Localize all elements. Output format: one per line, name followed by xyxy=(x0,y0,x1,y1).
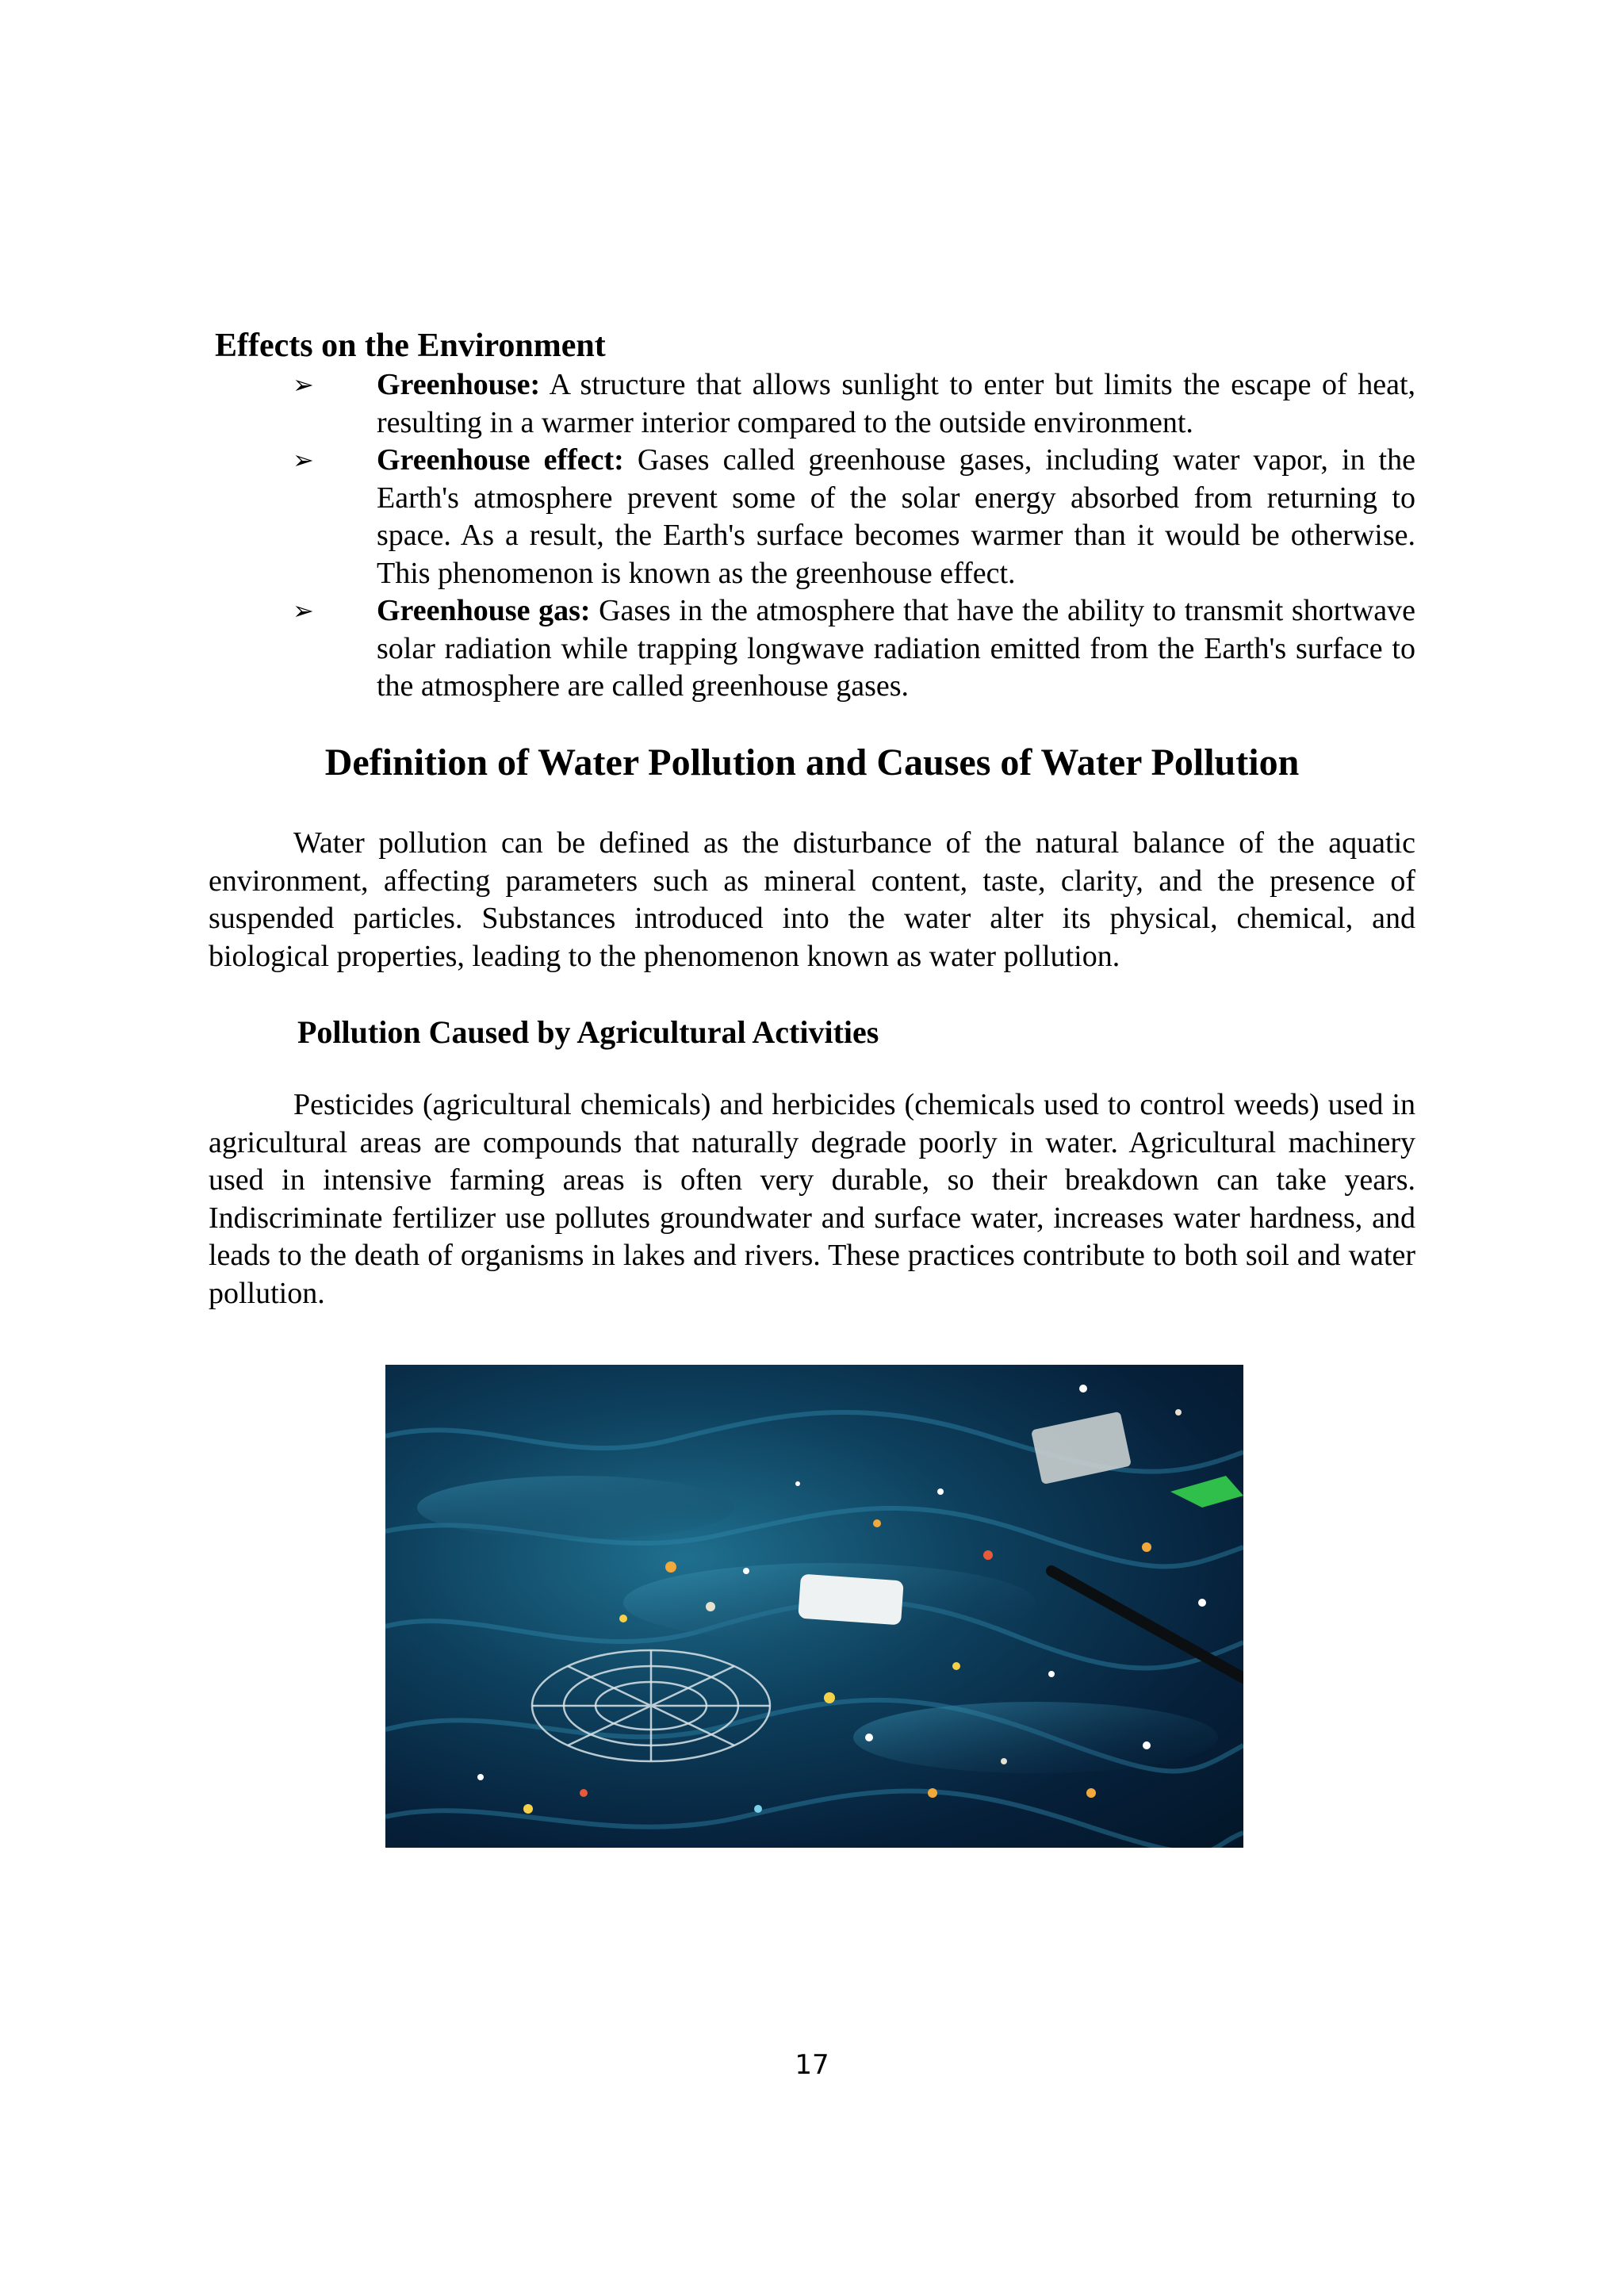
green-debris xyxy=(1170,1476,1243,1508)
bullet-term: Greenhouse effect: xyxy=(377,443,624,477)
arrow-bullet-icon: ➢ xyxy=(293,445,314,475)
arrow-bullet-icon: ➢ xyxy=(293,596,314,626)
bullet-text: Gases in the atmosphere that have the ability to transmit shortwave solar radiation while trapping longwave radiation emitted from the Earth's surface to the atmosphere are called greenhouse gases. xyxy=(377,594,1415,703)
polluted-water-photo xyxy=(385,1365,1243,1848)
bullet-item-greenhouse-effect xyxy=(293,442,1415,592)
dark-stick xyxy=(1051,1571,1243,1678)
floating-plastic-bag xyxy=(1031,1412,1132,1485)
bullet-item-greenhouse-gas xyxy=(293,592,1415,706)
floating-plastic-container xyxy=(798,1574,904,1626)
arrow-bullet-icon: ➢ xyxy=(293,370,314,400)
floating-net xyxy=(532,1650,770,1761)
polluted-water-illustration xyxy=(385,1365,1243,1848)
page-number: 17 xyxy=(795,2049,829,2081)
sub-heading: Pollution Caused by Agricultural Activities xyxy=(297,1014,879,1050)
section-heading: Effects on the Environment xyxy=(215,328,606,364)
paragraph-agricultural-pollution: Pesticides (agricultural chemicals) and herbicides (chemicals used to control weeds) used in agricultural areas are compounds that naturally degrade poorly in water. Agricultural machinery used in intensive farming areas is often very durable, so their breakdown can take years. Indiscriminate fertilizer use pollutes groundwater and surface water, increases water hardness, and leads to the death of organisms in lakes and rivers. These practices contribute to both soil and water pollution. xyxy=(209,1088,1415,1310)
paragraph-water-pollution-definition: Water pollution can be defined as the disturbance of the natural balance of the aquatic environment, affecting parameters such as mineral content, taste, clarity, and the presence of suspended particles. Substances introduced into the water alter its physical, chemical, and biological properties, leading to the phenomenon known as water pollution. xyxy=(209,826,1415,973)
bullet-term: Greenhouse gas: xyxy=(377,594,591,627)
bullet-list xyxy=(293,366,1415,706)
bullet-text: A structure that allows sunlight to enter but limits the escape of heat, resulting in a warmer interior compared to the outside environment. xyxy=(377,368,1415,439)
bullet-item-greenhouse xyxy=(293,366,1415,442)
bullet-text: Gases called greenhouse gases, including water vapor, in the Earth's atmosphere prevent some of the solar energy absorbed from returning to space. As a result, the Earth's surface becomes warmer than it would be otherwise. This phenomenon is known as the greenhouse effect. xyxy=(377,443,1415,590)
bullet-term: Greenhouse: xyxy=(377,368,541,401)
page-title: Definition of Water Pollution and Causes of Water Pollution xyxy=(324,741,1300,783)
